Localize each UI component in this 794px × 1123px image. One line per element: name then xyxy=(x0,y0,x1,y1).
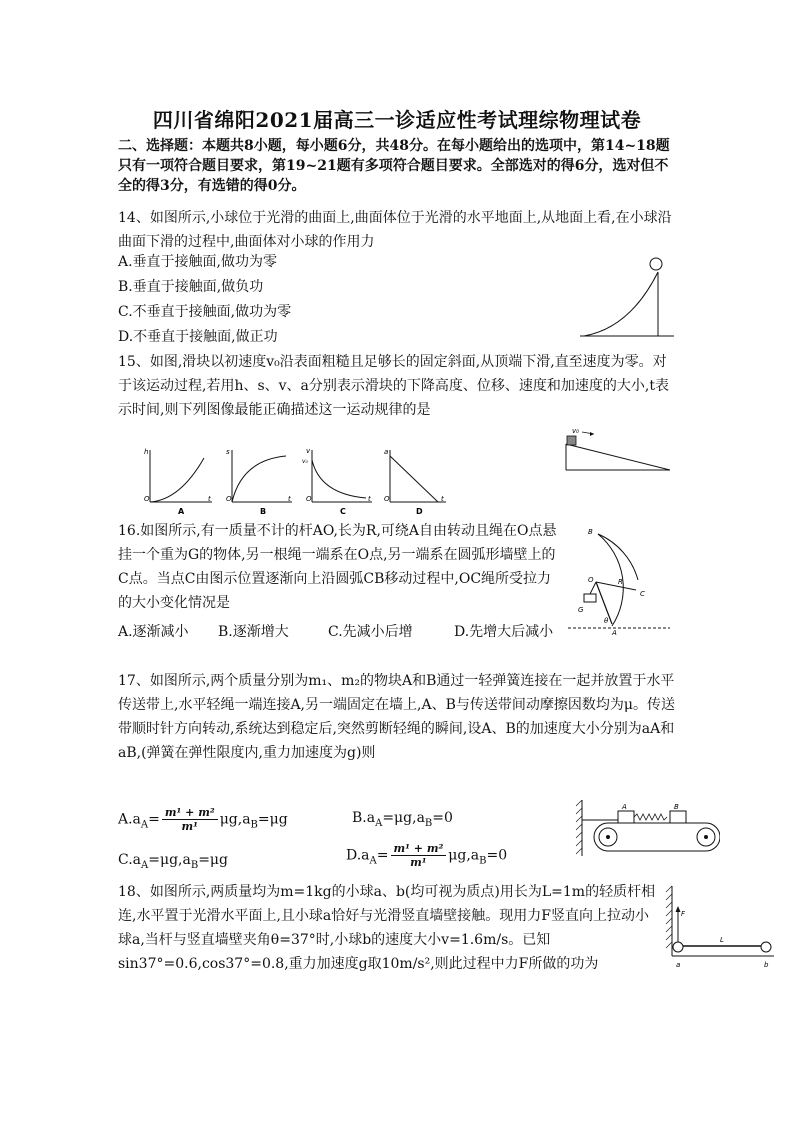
q17-stem: 17、如图所示,两个质量分别为m₁、m₂的物块A和B通过一轻弹簧连接在一起并放置于水平传送带上,水平轻绳一端连接A,另一端固定在墙上,A、B与传送带间动摩擦因数均为μ。传送带顺时针方向转动,系统达到稳定后,突然剪断轻绳的瞬间,设A、B的加速度大小分别为aA和aB,(弹簧在弹性限度内,重力加速度为g)则 xyxy=(118,673,675,761)
q17-option-b: $B.a_A=\mu g,a_B=0$ xyxy=(352,810,453,829)
q15-graph-a xyxy=(144,448,212,516)
q16-label-b: B xyxy=(588,528,593,536)
q15-d-xaxis: t xyxy=(441,495,444,503)
q16-label-a: A xyxy=(612,629,617,636)
q14-option-d: D.不垂直于接触面,做正功 xyxy=(118,329,278,345)
section-instructions: 二、选择题：本题共8小题，每小题6分，共48分。在每小题给出的选项中，第14~18题只有一项符合题目要求，第19~21题有多项符合题目要求。全部选对的得6分，选对但不全的得3分，有选错的得0分。 xyxy=(118,138,670,194)
q15-incline-figure xyxy=(560,424,675,476)
q16-label-c: C xyxy=(640,590,645,598)
q15-c-yaxis: v xyxy=(306,447,311,455)
q17-a-fraction: $\frac{\text{m¹ + m²}}{\text{m¹}}$ xyxy=(162,806,218,833)
q15-c-origin: O xyxy=(306,495,312,503)
q16-label-g: G xyxy=(578,606,584,614)
q18-label-l: L xyxy=(720,936,724,944)
q16-label-o: O xyxy=(588,576,594,584)
q15-a-yaxis: h xyxy=(144,448,149,456)
q15-d-yaxis: a xyxy=(384,448,389,456)
q15-stem: 15、如图,滑块以初速度v₀沿表面粗糙且足够长的固定斜面,从顶端下滑,直至速度为零。对于该运动过程,若用h、s、v、a分别表示滑块的下降高度、位移、速度和加速度的大小,t表示时间,则下列图像最能正确描述这一运动规律的是 xyxy=(118,354,669,418)
q16-option-c: C.先减小后增 xyxy=(328,624,413,640)
q15-a-letter: A xyxy=(178,507,185,516)
q16-option-a: A.逐渐减小 xyxy=(118,624,189,640)
q15-b-origin: O xyxy=(226,495,232,503)
q18-label-f: F xyxy=(681,910,686,918)
q18-stem: 18、如图所示,两质量均为m=1kg的小球a、b(均可视为质点)用长为L=1m的轻质杆相连,水平置于光滑水平面上,且小球a恰好与光滑竖直墙壁接触。现用力F竖直向上拉动小球a,当杆与竖直墙壁夹角θ=37°时,小球b的速度大小v=1.6m/s。已知sin37°=0.6,cos37°=0.8,重力加速度g取10m/s²,则此过程中力F所做的功为 xyxy=(118,884,656,972)
q15-c-v0: v₀ xyxy=(302,458,308,465)
q16-option-b: B.逐渐增大 xyxy=(218,624,289,640)
q14-option-a: A.垂直于接触面,做功为零 xyxy=(118,254,278,270)
q15-b-xaxis: t xyxy=(288,495,291,503)
q14-option-b: B.垂直于接触面,做负功 xyxy=(118,279,264,295)
q15-graph-c xyxy=(302,447,372,516)
q16-label-r: R xyxy=(618,578,623,586)
q15-graphs xyxy=(140,444,450,516)
q18-label-b: b xyxy=(764,961,769,969)
q16-option-d: D.先增大后减小 xyxy=(454,624,554,640)
q16-stem: 16.如图所示,有一质量不计的杆AO,长为R,可绕A自由转动且绳在O点悬挂一个重为G的物体,另一根绳一端系在O点,另一端系在圆弧形墙壁上的C点。当点C由图示位置逐渐向上沿圆弧CB移动过程中,OC绳所受拉力的大小变化情况是 xyxy=(118,523,557,611)
q14-stem: 14、如图所示,小球位于光滑的曲面上,曲面体位于光滑的水平地面上,从地面上看,在小球沿曲面下滑的过程中,曲面体对小球的作用力 xyxy=(118,210,672,250)
q17-d-fraction: $\frac{\text{m¹ + m²}}{\text{m¹}}$ xyxy=(391,842,447,869)
q15-d-origin: O xyxy=(384,495,390,503)
q15-b-letter: B xyxy=(260,507,267,516)
q17-conveyor-figure xyxy=(574,796,720,860)
page-title: 四川省绵阳2021届高三一诊适应性考试理综物理试卷 xyxy=(152,108,642,132)
q17-option-d: $D.a_A=$ $\frac{\text{m¹ + m²}}{\text{m¹}}$ $\mu g,a_B=0$ xyxy=(346,842,508,869)
q18-rod-figure xyxy=(660,884,778,970)
q15-c-letter: C xyxy=(340,507,346,516)
q15-b-yaxis: s xyxy=(226,448,230,456)
q15-v0-label: v₀ xyxy=(572,427,579,435)
q16-arc-wall-figure xyxy=(566,524,676,636)
q18-label-a: a xyxy=(676,961,681,969)
q15-a-origin: O xyxy=(144,495,150,503)
q17-option-c: $C.a_A=\mu g,a_B=\mu g$ xyxy=(118,852,228,871)
q17-label-b: B xyxy=(674,803,679,811)
q15-c-xaxis: t xyxy=(368,495,371,503)
q15-graph-d xyxy=(384,448,446,516)
q15-a-xaxis: t xyxy=(208,495,211,503)
q15-d-letter: D xyxy=(416,507,423,516)
q14-curved-surface-figure xyxy=(578,250,678,340)
q17-label-a: A xyxy=(622,803,627,811)
q16-label-theta: θ xyxy=(604,617,609,625)
q15-graph-b xyxy=(226,448,292,516)
q14-option-c: C.不垂直于接触面,做功为零 xyxy=(118,304,292,320)
q17-option-a: $A.a_A=$ $\frac{\text{m¹ + m²}}{\text{m¹}}$ $\mu g,a_B=\mu g$ xyxy=(118,806,288,833)
